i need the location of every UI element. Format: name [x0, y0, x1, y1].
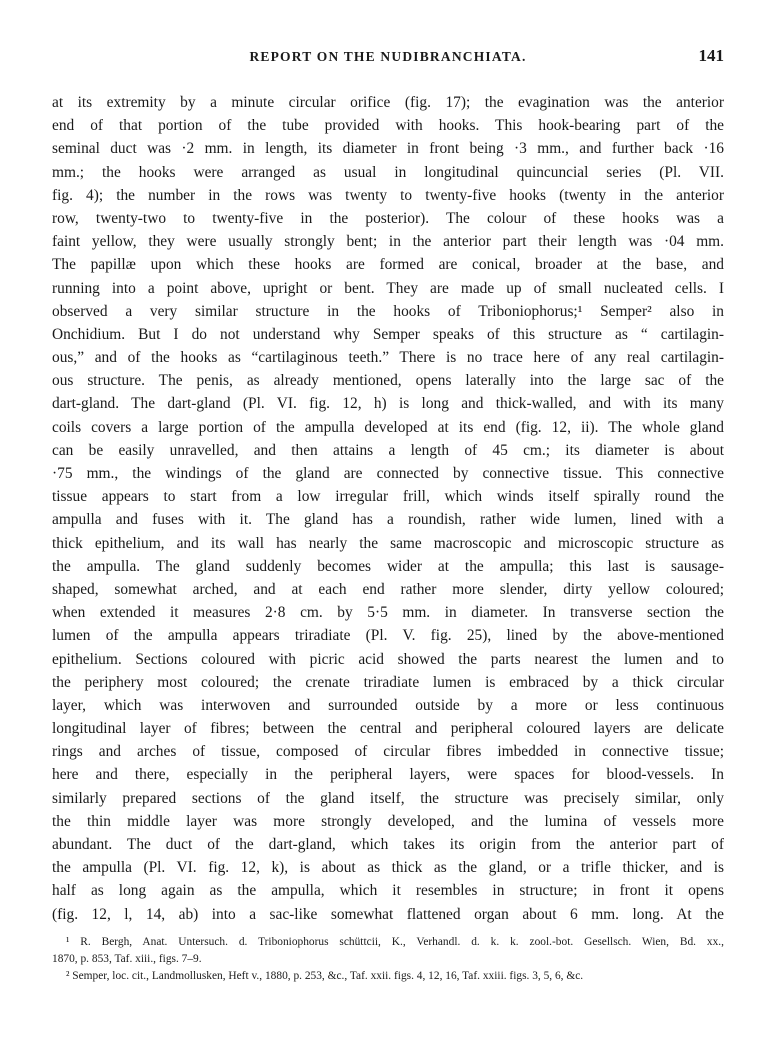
page-header	[52, 46, 724, 70]
text-line: thick epithelium, and its wall has nearly the same macroscopic and microscopic structure as	[52, 534, 724, 552]
text-line: when extended it measures 2·8 cm. by 5·5 mm. in diameter. In transverse section the	[52, 604, 724, 622]
text-line: The papillæ upon which these hooks are formed are conical, broader at the base, and	[52, 256, 724, 274]
text-line: can be easily unravelled, and then attains a length of 45 cm.; its diameter is about	[52, 441, 724, 459]
text-line: the ampulla. The gland suddenly becomes wider at the ampulla; this last is sausage-	[52, 557, 724, 575]
text-line: dart-gland. The dart-gland (Pl. VI. fig. 12, h) is long and thick-walled, and with its many	[52, 395, 724, 413]
text-line: ·75 mm., the windings of the gland are connected by connective tissue. This connective	[52, 465, 724, 482]
text-line: tissue appears to start from a low irregular frill, which winds itself spirally round the	[52, 488, 724, 506]
text-line: faint yellow, they were usually strongly bent; in the anterior part their length was ·04 mm.	[52, 233, 724, 251]
footnote-1-line-2: 1870, p. 853, Taf. xiii., figs. 7–9.	[52, 953, 202, 965]
text-line: here and there, especially in the peripheral layers, were spaces for blood-vessels. In	[52, 766, 724, 784]
text-line: abundant. The duct of the dart-gland, which takes its origin from the anterior part of	[52, 836, 724, 853]
text-line: ampulla and fuses with it. The gland has a roundish, rather wide lumen, lined with a	[52, 511, 724, 529]
running-title: REPORT ON THE NUDIBRANCHIATA.	[249, 49, 527, 64]
text-line: seminal duct was ·2 mm. in length, its diameter in front being ·3 mm., and further back ·16	[52, 140, 724, 158]
text-line: the thin middle layer was more strongly developed, and the lumina of vessels more	[52, 812, 724, 830]
text-line: running into a point above, upright or bent. They are made up of small nucleated cells. I	[52, 279, 724, 297]
text-line: Onchidium. But I do not understand why Semper speaks of this structure as “ cartilagin-	[52, 325, 724, 343]
footnotes	[52, 934, 724, 985]
text-line: lumen of the ampulla appears triradiate (Pl. V. fig. 25), lined by the above-mentioned	[52, 627, 724, 645]
text-line: layer, which was interwoven and surrounded outside by a more or less continuous	[52, 696, 724, 714]
text-line: the ampulla (Pl. VI. fig. 12, k), is about as thick as the gland, or a trifle thicker, and is	[52, 859, 724, 877]
text-line: similarly prepared sections of the gland itself, the structure was precisely similar, only	[52, 789, 724, 807]
footnote-1-line-1: ¹ R. Bergh, Anat. Untersuch. d. Triboniophorus schüttcii, K., Verhandl. d. k. k. zool.-bot. Gesellsch. Wien, Bd. xx.,	[66, 936, 724, 948]
body-text	[52, 91, 724, 926]
text-line: longitudinal layer of fibres; between the central and peripheral coloured layers are delicate	[52, 720, 724, 738]
text-line: (fig. 12, l, 14, ab) into a sac-like somewhat flattened organ about 6 mm. long. At the	[52, 905, 724, 923]
text-line: shaped, somewhat arched, and at each end rather more slender, dirty yellow coloured;	[52, 580, 724, 598]
text-line: observed a very similar structure in the hooks of Triboniophorus;¹ Semper² also in	[52, 302, 724, 320]
text-line: epithelium. Sections coloured with picric acid showed the parts nearest the lumen and to	[52, 650, 724, 668]
text-line: ous structure. The penis, as already mentioned, opens laterally into the large sac of the	[52, 372, 724, 390]
text-line: rings and arches of tissue, composed of circular fibres imbedded in connective tissue;	[52, 743, 724, 761]
text-line: half as long again as the ampulla, which it resembles in structure; in front it opens	[52, 882, 724, 900]
text-line: the periphery most coloured; the crenate triradiate lumen is embraced by a thick circular	[52, 673, 724, 691]
text-line: mm.; the hooks were arranged as usual in longitudinal quincuncial series (Pl. VII.	[52, 163, 724, 181]
text-line: fig. 4); the number in the rows was twenty to twenty-five hooks (twenty in the anterior	[52, 186, 724, 204]
text-line: row, twenty-two to twenty-five in the posterior). The colour of these hooks was a	[52, 209, 724, 227]
text-line: coils covers a large portion of the ampulla developed at its end (fig. 12, ii). The whole gland	[52, 418, 724, 436]
footnote-2: ² Semper, loc. cit., Landmollusken, Heft v., 1880, p. 253, &c., Taf. xxii. figs. 4, 12, 16, Taf. xxiii. figs. 3, 5, 6, &c.	[66, 970, 584, 982]
page-number: 141	[698, 46, 724, 65]
text-line: ous,” and of the hooks as “cartilaginous teeth.” There is no trace here of any real cartilagin-	[52, 349, 724, 367]
text-line: end of that portion of the tube provided with hooks. This hook-bearing part of the	[52, 117, 724, 135]
text-line: at its extremity by a minute circular orifice (fig. 17); the evagination was the anterior	[52, 94, 724, 111]
